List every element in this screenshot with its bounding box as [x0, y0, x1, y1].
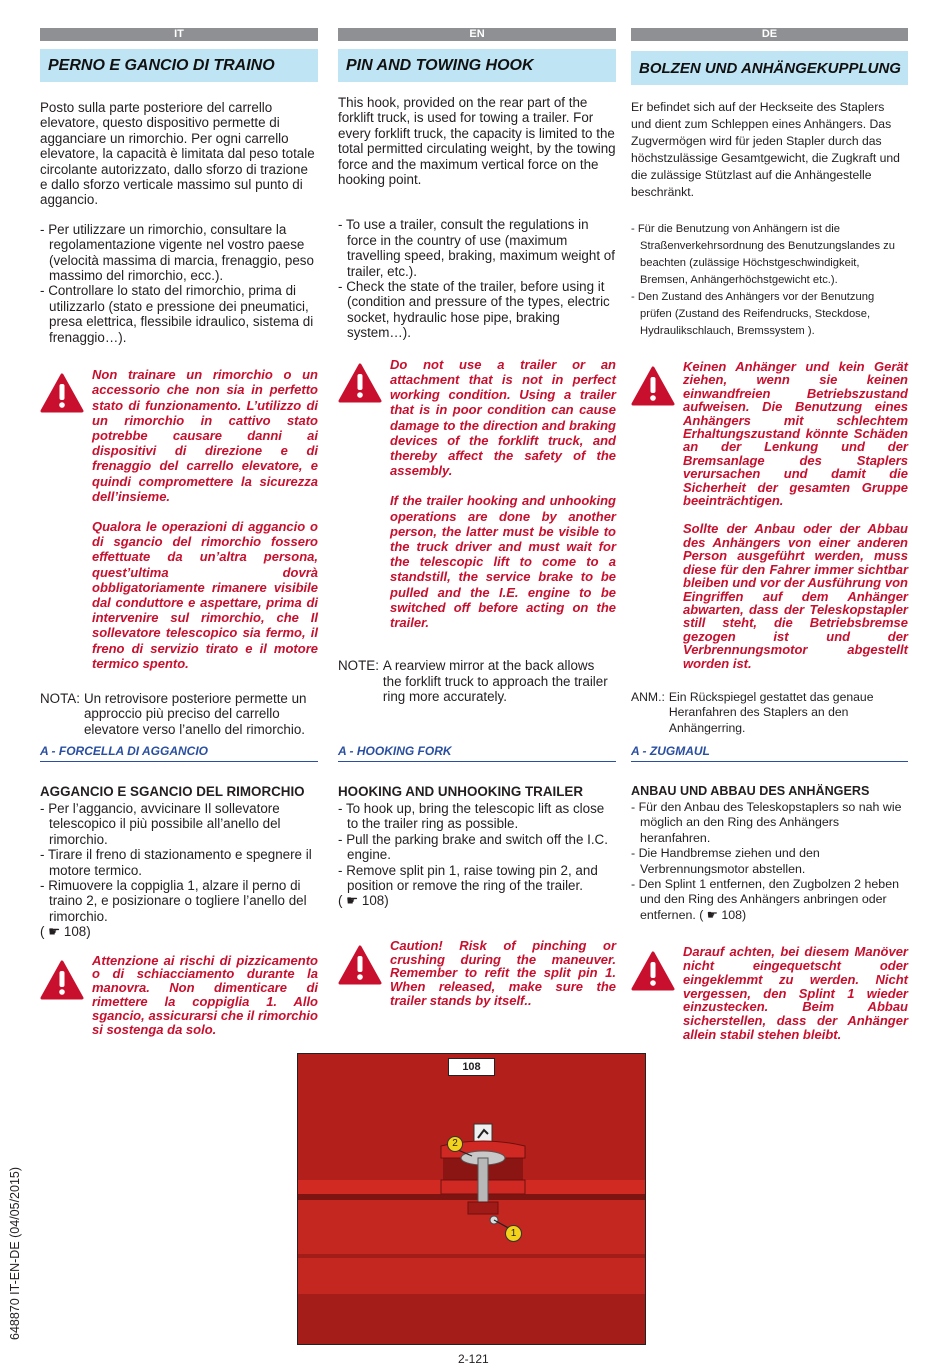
note-label: NOTE: — [338, 658, 379, 674]
list-item: - Den Zustand des Anhängers vor der Benutzung prüfen (Zustand des Reifendrucks, Steckdose, Hydraulikschlauch, Bremssystem ). — [631, 289, 908, 340]
caution-text: Attenzione ai rischi di pizzicamento o di schiacciamento durante la manovra. Non dimenticare di rimettere la coppiglia 1. Allo sgancio, assicurarsi che il rimorchio si sostenga da solo. — [92, 952, 318, 1037]
subsection-title: A - ZUGMAUL — [631, 744, 908, 762]
caution-block — [631, 945, 908, 1042]
intro-paragraph: Er befindet sich auf der Heckseite des Staplers und dient zum Schleppen eines Anhängers. Das Zugvermögen wird für jeden Stapler durch das höchstzulässige Gesamtgewicht, die Zugkraft und die zulässige Stützlast auf die Anhängestelle beschränkt. — [631, 100, 900, 199]
step-list — [631, 800, 908, 923]
instruction-list — [631, 221, 908, 340]
language-tab: IT — [40, 28, 318, 41]
warning-icon — [40, 954, 92, 1037]
instruction-list — [40, 222, 318, 345]
list-item: - Remove split pin 1, raise towing pin 2, and position or remove the ring of the trailer. — [338, 863, 616, 894]
intro-paragraph: Posto sulla parte posteriore del carrello elevatore, questo dispositivo permette di agganciare un rimorchio. Per ogni carrello elevatore, la capacità è limitata dal peso totale circolante autorizzato, dallo sforzo di trazione e dallo sforzo verticale massimo sul punto di aggancio. — [40, 100, 315, 208]
column-en — [338, 28, 616, 704]
note — [631, 690, 908, 736]
list-item: - Per utilizzare un rimorchio, consultare la regolamentazione vigente nel vostro paese (velocità massima di marcia, frenaggio, peso massimo del rimorchio, ecc.). — [40, 222, 318, 284]
instruction-list — [338, 217, 616, 340]
subsection-heading: HOOKING AND UNHOOKING TRAILER — [338, 784, 583, 799]
list-item: - Controllare lo stato del rimorchio, prima di utilizzarlo (stato e pressione dei pneumatici, presa elettrica, flessibile idraulico, sistema di frenaggio…). — [40, 283, 318, 345]
warning-icon — [631, 360, 683, 670]
warning-block — [631, 360, 908, 670]
warning-block — [40, 367, 318, 671]
callout-1: 1 — [505, 1225, 522, 1242]
list-item: - Check the state of the trailer, before using it (condition and pressure of the types, electric socket, hydraulic hose pipe, braking system…). — [338, 279, 616, 341]
note-text: Ein Rückspiegel gestattet das genaue Heranfahren des Staplers an den Anhängerring. — [668, 689, 874, 735]
warning-icon — [631, 945, 683, 1042]
subsection-heading: AGGANCIO E SGANCIO DEL RIMORCHIO — [40, 784, 305, 799]
caution-text: Darauf achten, bei diesem Manöver nicht eingequetscht oder eingeklemmt zu werden. Nicht vergessen, den Splint 1 wieder einzustecken. Beim Abbau sicherstellen, dass der Anhänger allein stabil stehen bleibt. — [683, 944, 908, 1043]
list-item: - Tirare il freno di stazionamento e spegnere il motore termico. — [40, 847, 318, 878]
list-item: - Pull the parking brake and switch off the I.C. engine. — [338, 832, 616, 863]
figure-number: 108 — [448, 1058, 495, 1076]
list-item: - Per l’aggancio, avvicinare Il sollevatore telescopico il più possibile all’anello del rimorchio. — [40, 801, 318, 847]
note-text: Un retrovisore posteriore permette un approccio più preciso del carrello elevatore verso l’anello del rimorchio. — [83, 690, 307, 737]
callout-2: 2 — [447, 1136, 463, 1152]
warning-icon — [40, 367, 92, 671]
subsection-it — [40, 744, 318, 1036]
section-title: PERNO E GANCIO DI TRAINO — [40, 49, 318, 82]
list-item: - Rimuovere la coppiglia 1, alzare il perno di traino 2, e posizionare o togliere l’anello del rimorchio. — [40, 878, 318, 924]
warning-icon — [338, 357, 390, 630]
page-number: 2-121 — [458, 1352, 489, 1366]
note-text: A rearview mirror at the back allows the forklift truck to approach the trailer ring more accurately. — [382, 658, 608, 704]
note — [338, 658, 616, 704]
section-title: PIN AND TOWING HOOK — [338, 49, 616, 82]
list-item: - Für den Anbau des Teleskopstaplers so nah wie möglich an den Ring des Anhängers heranfahren. — [631, 800, 908, 846]
warning-block — [338, 357, 616, 630]
step-list — [40, 801, 318, 924]
language-tab: DE — [631, 28, 908, 41]
section-title: BOLZEN UND ANHÄNGEKUPPLUNG — [631, 51, 908, 85]
subsection-en — [338, 744, 616, 1008]
warning-text: Sollte der Anbau oder der Abbau des Anhängers von einer anderen Person ausgeführt werden, muss diese für den Fahrer immer sichtbar bleiben und vor der Ausführung von Eingriffen auf dem Anhänger abwarten, dass der Teleskopstapler still steht, die Betriebsbremse gezogen ist und der Verbrennungsmotor abgestellt worden ist. — [683, 521, 908, 671]
subsection-title: A - HOOKING FORK — [338, 744, 616, 762]
list-item: - Den Splint 1 entfernen, den Zugbolzen 2 heben und den Ring des Anhängers anbringen oder entfernen. ( ☛ 108) — [631, 877, 908, 923]
figure-reference: ( ☛ 108) — [40, 924, 91, 940]
subsection-title: A - FORCELLA DI AGGANCIO — [40, 744, 318, 762]
list-item: - Für die Benutzung von Anhängern ist die Straßenverkehrsordnung des Benutzungslandes zu beachten (zulässige Höchstgeschwindigkeit, Bremsen, Anhängerhöchstgewicht etc.). — [631, 221, 908, 289]
column-it — [40, 28, 318, 737]
document-code: 648870 IT-EN-DE (04/05/2015) — [8, 1166, 22, 1340]
warning-text: Do not use a trailer or an attachment that is not in perfect working condition. Using a trailer that is in poor condition can cause damage to the direction and braking devices of the forklift truck, and thereby affect the safety of the assembly. — [390, 356, 616, 479]
list-item: - To hook up, bring the telescopic lift as close to the trailer ring as possible. — [338, 801, 616, 832]
caution-block — [338, 939, 616, 1008]
warning-icon — [338, 939, 390, 1008]
intro-paragraph: This hook, provided on the rear part of the forklift truck, is used for towing a trailer. For every forklift truck, the capacity is limited to the total permitted circulating weight, by the towing force and the maximum vertical force on the hooking point. — [338, 95, 616, 188]
list-item: - Die Handbremse ziehen und den Verbrennungsmotor abstellen. — [631, 846, 908, 877]
subsection-de — [631, 744, 908, 1042]
figure-reference: ( ☛ 108) — [338, 893, 389, 909]
note — [40, 691, 318, 737]
step-list — [338, 801, 616, 893]
subsection-heading: ANBAU UND ABBAU DES ANHÄNGERS — [631, 784, 870, 798]
towing-hook-photo — [297, 1053, 646, 1345]
language-tab: EN — [338, 28, 616, 41]
caution-block — [40, 954, 318, 1037]
warning-text: If the trailer hooking and unhooking operations are done by another person, the latter must be visible to the truck driver and must wait for the telescopic lift to come to a standstill, the service brake to be pulled and the I.E. engine to be switched off before acting on the trailer. — [390, 493, 616, 630]
note-label: NOTA: — [40, 690, 80, 706]
note-label: ANM.: — [631, 689, 665, 704]
warning-text: Non trainare un rimorchio o un accessorio che non sia in perfetto stato di funzionamento. L’utilizzo di un rimorchio in cattivo stato potrebbe causare danni ai dispositivi di direzione e di frenaggio del carrello elevatore, e quindi compromettere la sicurezza dell’insieme. — [92, 367, 318, 504]
warning-text: Qualora le operazioni di aggancio o di sgancio del rimorchio fossero effettuate da un’altra persona, quest’ultima dovrà obbligatoriamente rimanere visibile dal conduttore e aspettare, prima di intervenire sul rimorchio, che Il sollevatore telescopico sia fermo, il freno di servizio tirato e il motore termico spento. — [92, 518, 318, 671]
caution-text: Caution! Risk of pinching or crushing during the maneuver. Remember to refit the split pin 1. When released, make sure the trailer stands by itself.. — [390, 937, 616, 1009]
warning-text: Keinen Anhänger und kein Gerät ziehen, wenn sie keinen einwandfreien Betriebszustand aufweisen. Die Benutzung eines Anhängers mit schlechtem Erhaltungszustand könnte Schäden an der Lenkung und der Bremsanlage des Staplers verursachen und damit die Sicherheit der gesamten Gruppe beeinträchtigen. — [683, 359, 908, 509]
column-de — [631, 28, 908, 736]
list-item: - To use a trailer, consult the regulations in force in the country of use (maximum travelling speed, braking, maximum weight of trailer, etc.). — [338, 217, 616, 279]
